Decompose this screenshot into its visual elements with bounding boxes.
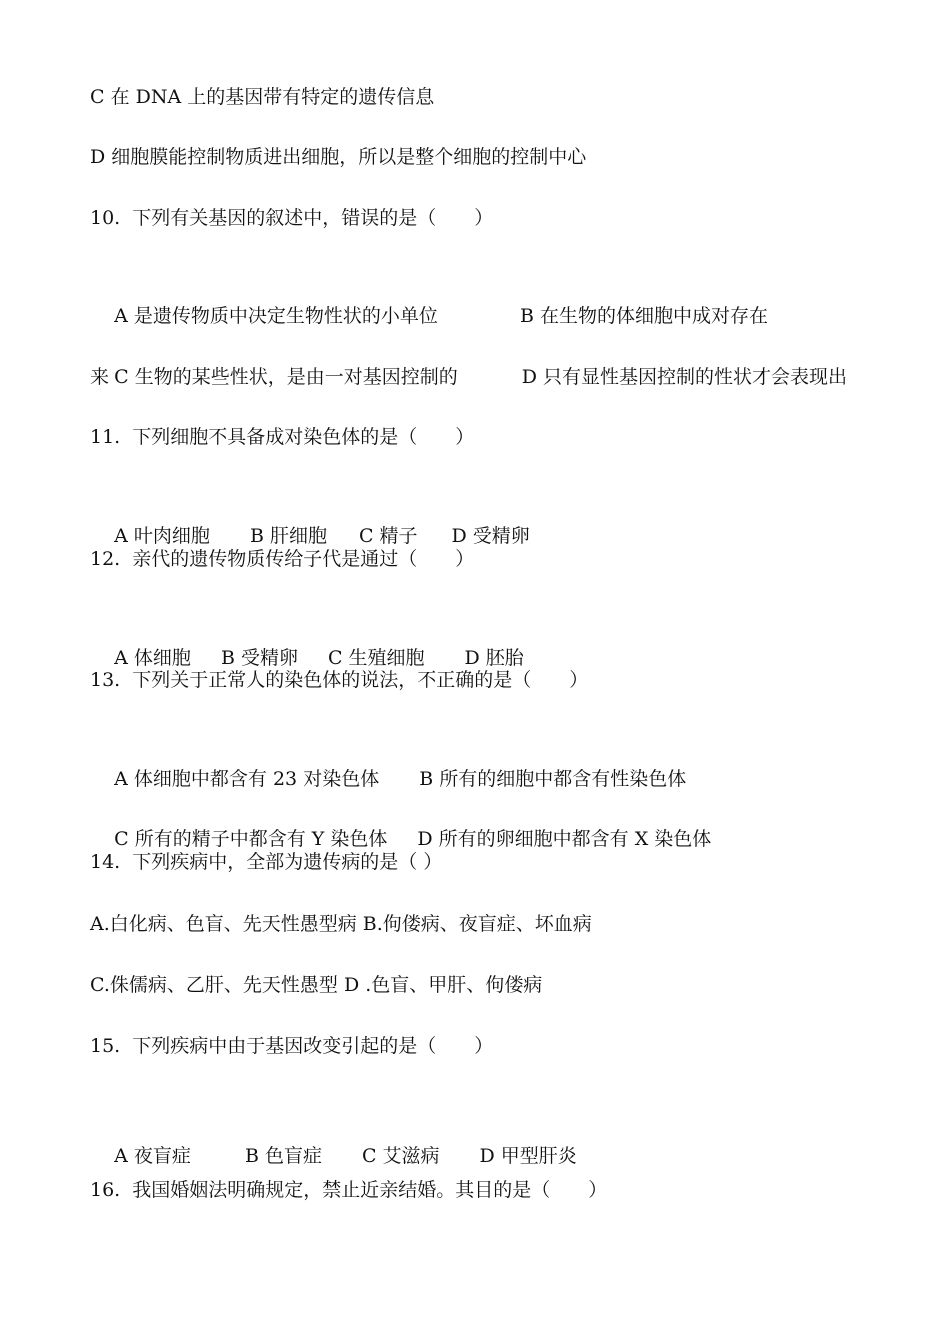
question-15: 15. 下列疾病中由于基因改变引起的是（ ）	[90, 1035, 494, 1057]
option-15b: B 色盲症	[244, 1145, 322, 1167]
option-13b: B 所有的细胞中都含有性染色体	[419, 768, 687, 790]
question-10: 10. 下列有关基因的叙述中，错误的是（ ）	[90, 207, 494, 229]
option-12c: C 生殖细胞	[327, 647, 425, 669]
option-11b: B 肝细胞	[249, 525, 327, 547]
question-12: 12. 亲代的遗传物质传给子代是通过（ ）	[90, 548, 475, 570]
option-11d: D 受精卵	[451, 525, 530, 547]
option-9d: D 细胞膜能控制物质进出细胞，所以是整个细胞的控制中心	[90, 146, 587, 168]
option-10a: A 是遗传物质中决定生物性状的小单位	[114, 305, 438, 327]
option-13a: A 体细胞中都含有 23 对染色体	[114, 768, 380, 790]
option-12a: A 体细胞	[114, 647, 191, 669]
option-11a: A 叶肉细胞	[114, 525, 210, 547]
option-10d-continued: 来	[90, 366, 110, 388]
question-13: 13. 下列关于正常人的染色体的说法，不正确的是（ ）	[90, 669, 589, 691]
question-16: 16. 我国婚姻法明确规定，禁止近亲结婚。其目的是（ ）	[90, 1179, 608, 1201]
option-10b: B 在生物的体细胞中成对存在	[519, 305, 768, 327]
option-12d: D 胚胎	[464, 647, 524, 669]
question-14-options-ab: A.白化病、色盲、先天性愚型病 B.佝偻病、夜盲症、坏血病	[90, 913, 592, 935]
option-9c: C 在 DNA 上的基因带有特定的遗传信息	[90, 86, 435, 108]
question-10-options-cd	[90, 320, 847, 434]
question-14-options-cd: C.侏儒病、乙肝、先天性愚型 D .色盲、甲肝、佝偻病	[90, 974, 543, 996]
option-10d: D 只有显性基因控制的性状才会表现出	[521, 366, 848, 388]
option-12b: B 受精卵	[220, 647, 298, 669]
question-14: 14. 下列疾病中，全部为遗传病的是（ ）	[90, 851, 443, 873]
option-11c: C 精子	[358, 525, 418, 547]
option-13c: C 所有的精子中都含有 Y 染色体	[114, 828, 388, 850]
option-15c: C 艾滋病	[361, 1145, 440, 1167]
option-13d: D 所有的卵细胞中都含有 X 染色体	[417, 828, 712, 850]
option-15a: A 夜盲症	[114, 1145, 191, 1167]
question-11: 11. 下列细胞不具备成对染色体的是（ ）	[90, 426, 475, 448]
option-15d: D 甲型肝炎	[479, 1145, 577, 1167]
option-10c: C 生物的某些性状，是由一对基因控制的	[114, 366, 458, 388]
